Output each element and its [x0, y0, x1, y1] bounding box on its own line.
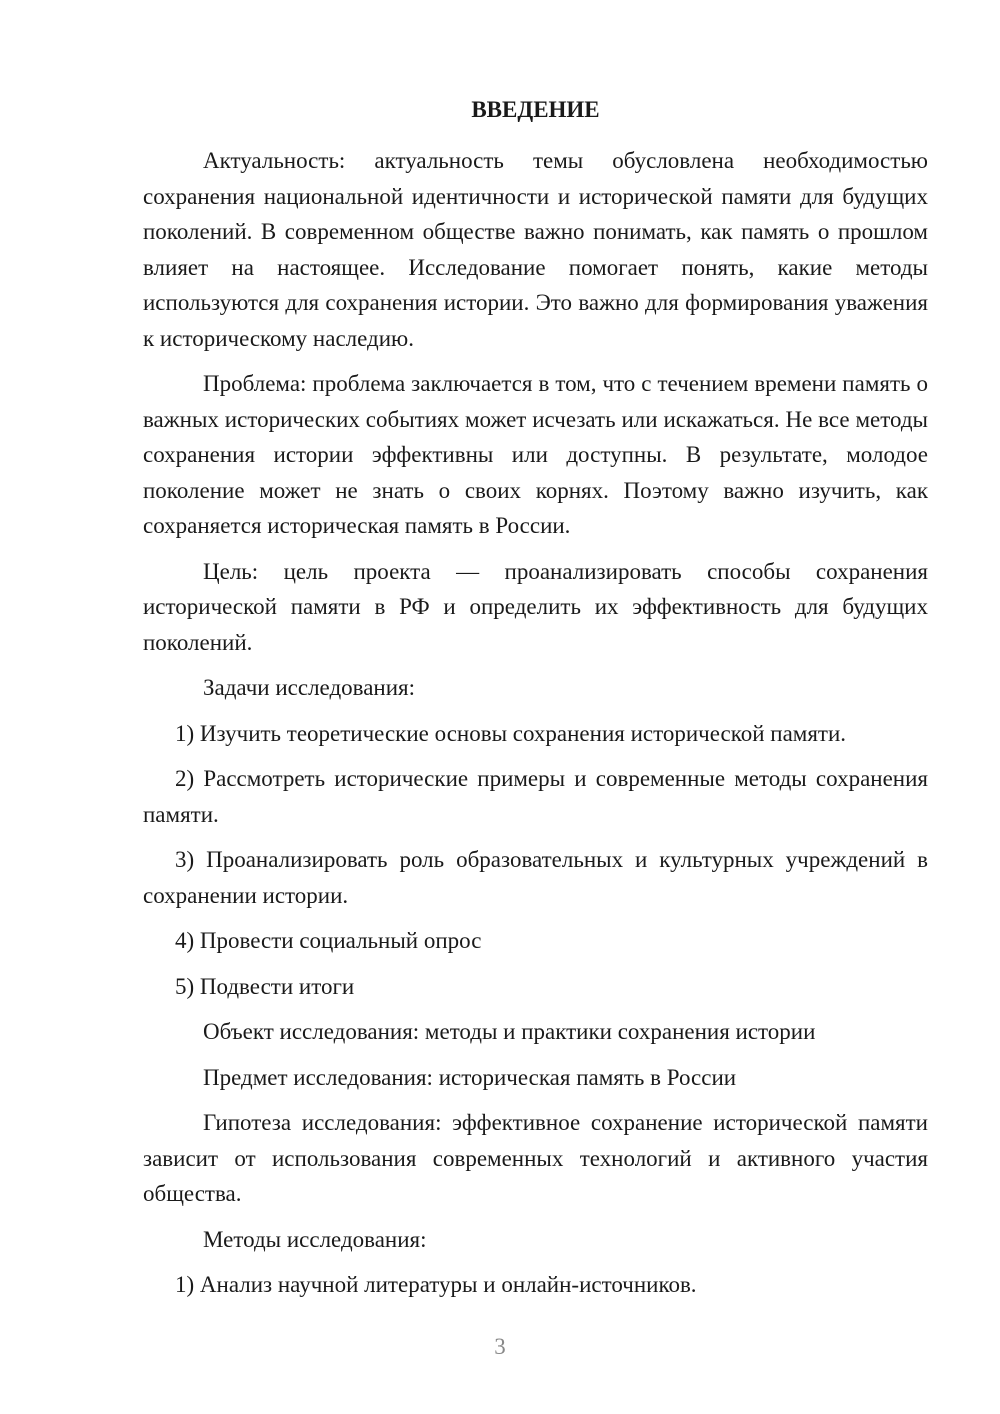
method-item: 1) Анализ научной литературы и онлайн-источников.: [175, 1272, 697, 1297]
task-item: 2) Рассмотреть исторические примеры и современные методы сохранения памяти.: [143, 766, 928, 827]
subject-paragraph: Предмет исследования: историческая память в России: [203, 1064, 737, 1090]
methods-heading: Методы исследования:: [203, 1226, 427, 1252]
goal-paragraph: Цель: цель проекта — проанализировать способы сохранения исторической памяти в РФ и определить их эффективность для будущих поколений.: [143, 558, 928, 655]
relevance-paragraph: Актуальность: актуальность темы обусловлена необходимостью сохранения национальной идентичности и исторической памяти для будущих поколений. В современном обществе важно понимать, как память о прошлом влияет на настоящее. Исследование помогает понять, какие методы используются для сохранения истории. Это важно для формирования уважения к историческому наследию.: [143, 148, 928, 351]
problem-paragraph: Проблема: проблема заключается в том, что с течением времени память о важных исторических событиях может исчезать или искажаться. Не все методы сохранения истории эффективны или доступны. В результате, молодое поколение может не знать о своих корнях. Поэтому важно изучить, как сохраняется историческая память в России.: [143, 371, 928, 538]
task-item: 5) Подвести итоги: [175, 973, 355, 999]
object-paragraph: Объект исследования: методы и практики сохранения истории: [203, 1019, 816, 1044]
task-item: 4) Провести социальный опрос: [175, 928, 482, 953]
task-item: 1) Изучить теоретические основы сохранения исторической памяти.: [175, 720, 847, 746]
task-item: 3) Проанализировать роль образовательных и культурных учреждений в сохранении истории.: [143, 847, 928, 908]
page-number: 3: [494, 1334, 506, 1359]
hypothesis-paragraph: Гипотеза исследования: эффективное сохранение исторической памяти зависит от использования современных технологий и активного участия общества.: [143, 1110, 928, 1206]
tasks-heading: Задачи исследования:: [203, 675, 416, 700]
page-content: [143, 92, 928, 1313]
page-title: ВВЕДЕНИЕ: [471, 97, 600, 122]
